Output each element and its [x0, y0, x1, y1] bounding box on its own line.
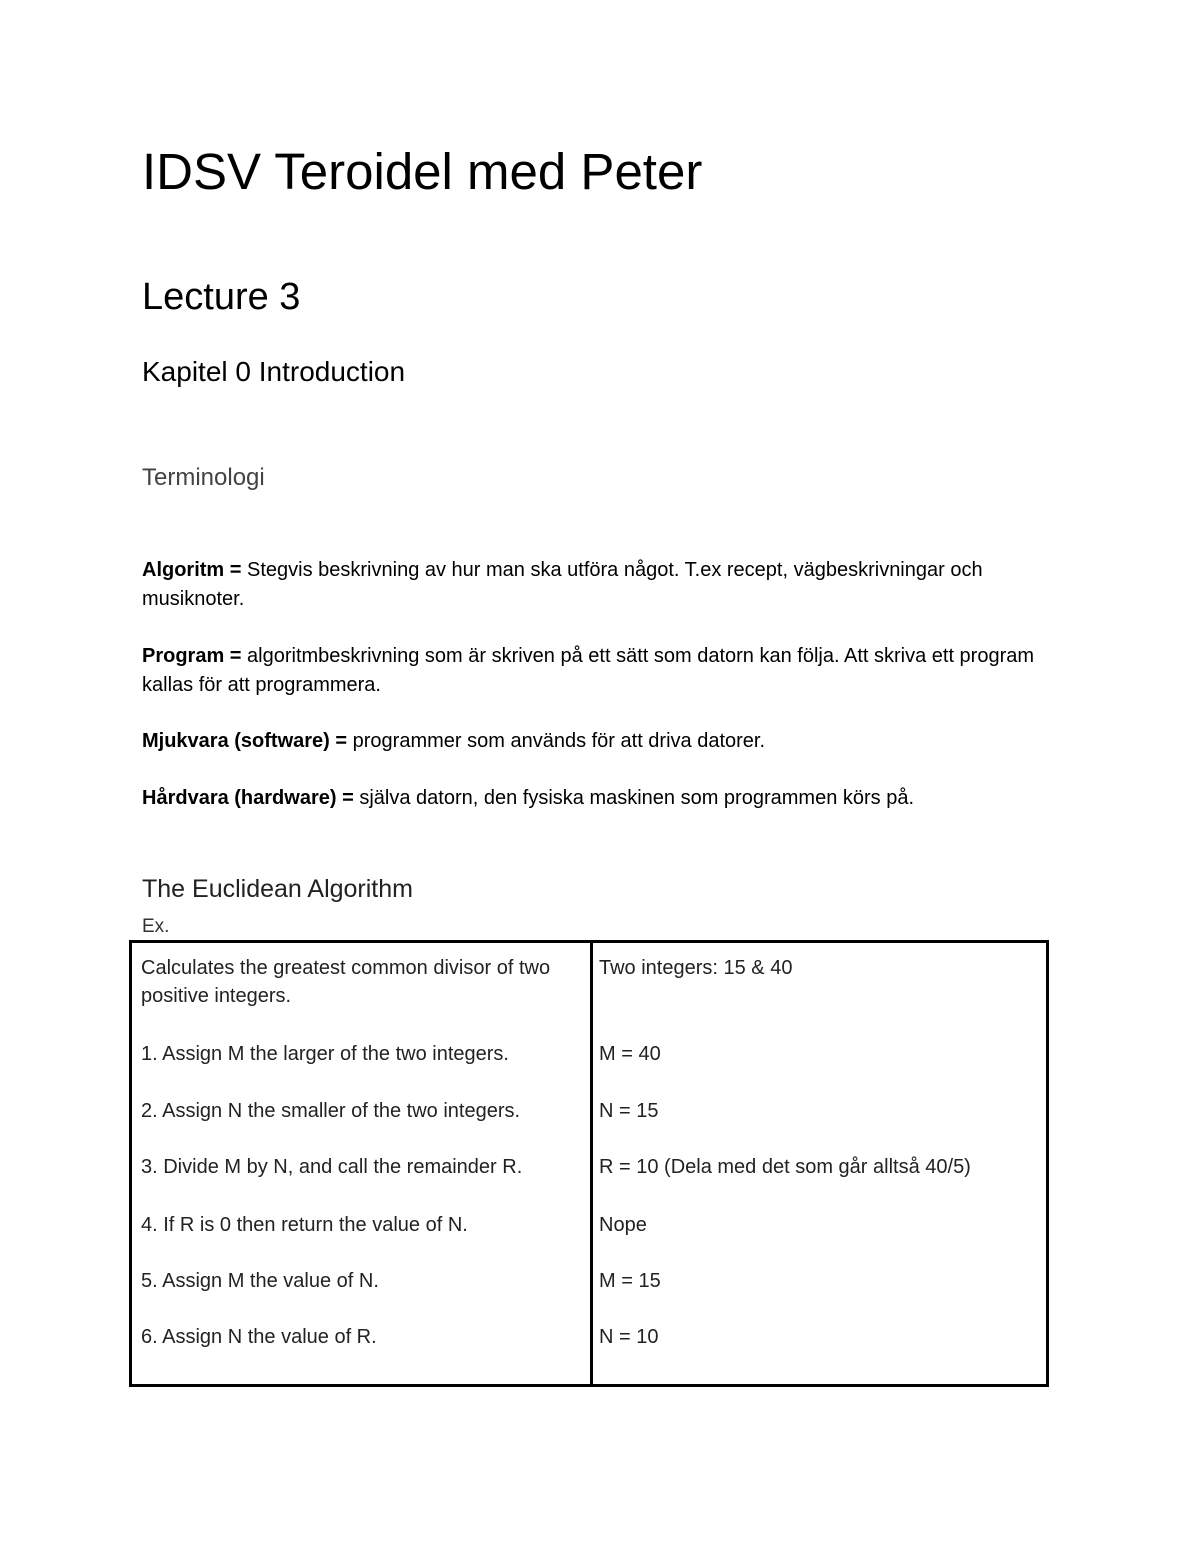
table-cell-left: 6. Assign N the value of R.	[141, 1326, 377, 1348]
table-cell-left: 5. Assign M the value of N.	[141, 1270, 379, 1292]
definition-text: själva datorn, den fysiska maskinen som programmen körs på.	[353, 787, 915, 809]
table-cell-left: Calculates the greatest common divisor of two positive integers.	[141, 957, 551, 1007]
definition-term: Algoritm =	[142, 559, 242, 581]
chapter-heading: Kapitel 0 Introduction	[142, 356, 406, 387]
definition-algoritm	[142, 556, 1062, 614]
euclidean-heading: The Euclidean Algorithm	[142, 875, 413, 903]
definition-term: Program =	[142, 645, 242, 667]
table-cell-right: Nope	[599, 1214, 647, 1236]
table-column-divider	[590, 943, 593, 1384]
table-cell-left: 3. Divide M by N, and call the remainder R.	[141, 1156, 523, 1178]
euclidean-table	[129, 940, 1049, 1387]
table-cell-right: N = 10	[599, 1326, 659, 1348]
definition-term: Hårdvara (hardware) =	[142, 787, 354, 809]
definition-mjukvara	[142, 727, 1062, 756]
table-cell-left: 1. Assign M the larger of the two integers.	[141, 1043, 509, 1065]
lecture-heading: Lecture 3	[142, 276, 301, 318]
example-label: Ex.	[142, 916, 170, 937]
definition-hardvara	[142, 784, 1062, 813]
document-title: IDSV Teroidel med Peter	[142, 143, 703, 200]
table-cell-left: 4. If R is 0 then return the value of N.	[141, 1214, 468, 1236]
table-cell-right: R = 10 (Dela med det som går alltså 40/5)	[599, 1156, 971, 1178]
definition-text: Stegvis beskrivning av hur man ska utföra något. T.ex recept, vägbeskrivningar och musiknoter.	[142, 559, 983, 610]
definition-text: algoritmbeskrivning som är skriven på ett sätt som datorn kan följa. Att skriva ett program kallas för att programmera.	[142, 645, 1035, 696]
definition-text: programmer som används för att driva datorer.	[347, 730, 766, 752]
table-cell-right: N = 15	[599, 1100, 659, 1122]
table-cell-right: M = 40	[599, 1043, 661, 1065]
terminology-heading: Terminologi	[142, 464, 265, 491]
table-cell-right: Two integers: 15 & 40	[599, 957, 793, 979]
table-cell-right: M = 15	[599, 1270, 661, 1292]
table-cell-left: 2. Assign N the smaller of the two integers.	[141, 1100, 521, 1122]
definition-program	[142, 642, 1062, 700]
definition-term: Mjukvara (software) =	[142, 730, 348, 752]
